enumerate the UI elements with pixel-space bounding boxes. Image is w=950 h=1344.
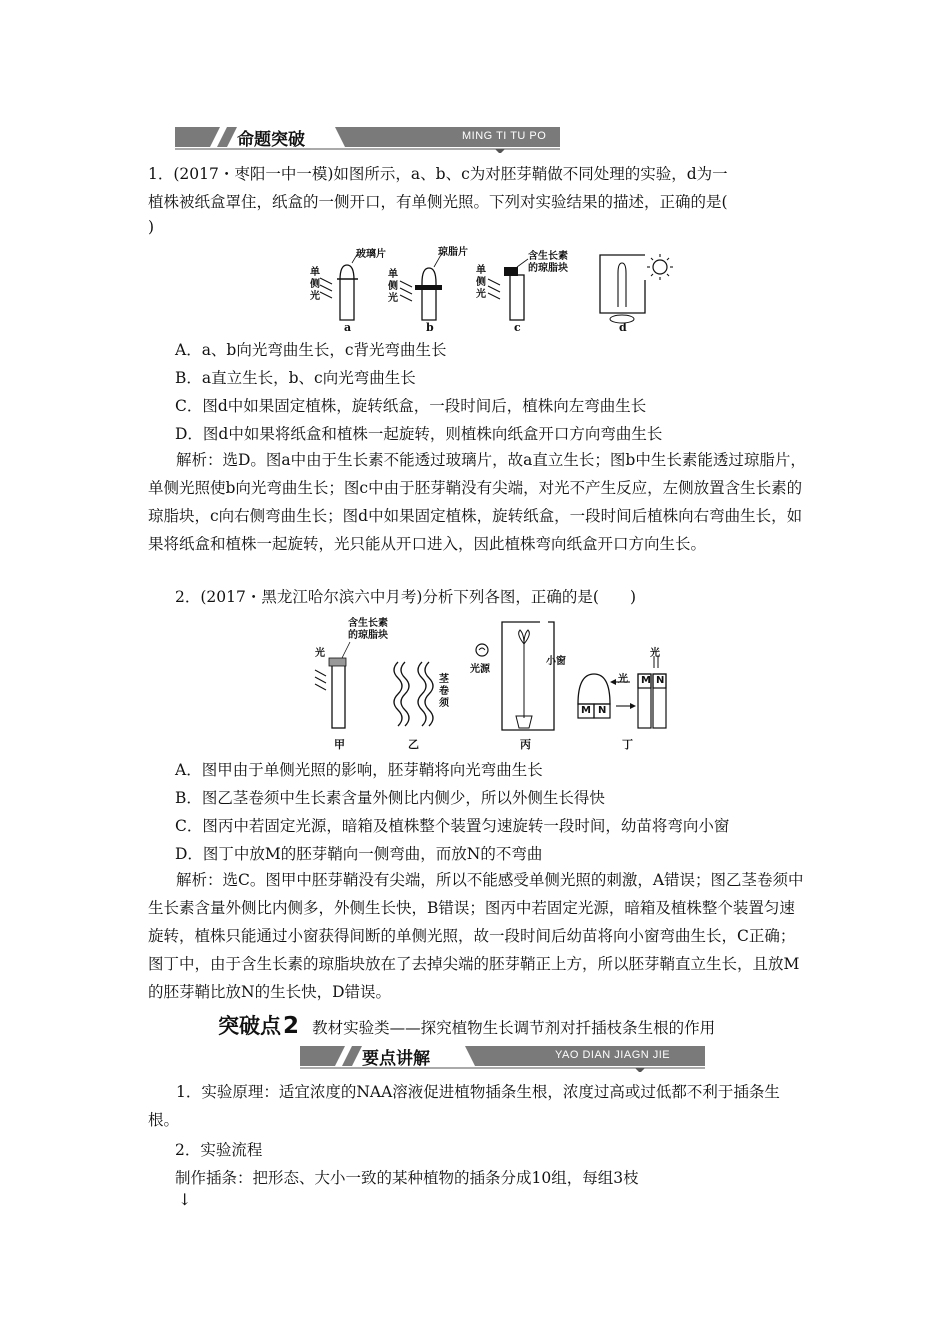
fig-b-light-label: 单侧光 [388, 269, 398, 304]
q2-analysis: 解析：选C。图甲中胚芽鞘没有尖端，所以不能感受单侧光照的刺激，A错误；图乙茎卷须中生长素含量外侧比内侧多，外侧生长快，B错误；图丙中若固定光源，暗箱及植株整个装置匀速旋转，植株只能通过小窗获得间断的单侧光照，故一段时间后幼苗将向小窗弯曲生长，C正确；图丁中，由于含生长素的琼脂块放在了去掉尖端的胚芽鞘正上方，所以胚芽鞘直立生长，且放M的胚芽鞘比放N的生长快，D错误。 [148, 871, 804, 1001]
fig-bing-caption: 丙 [520, 738, 531, 751]
fig-jia-auxin-label-2: 的琼脂块 [348, 630, 388, 641]
q2-option-c: C．图丙中若固定光源，暗箱及植株整个装置匀速旋转一段时间，幼苗将弯向小窗 [175, 817, 730, 835]
section-title: 教材实验类——探究植物生长调节剂对扦插枝条生根的作用 [312, 1019, 716, 1037]
fig-yi-tendril-label: 茎卷须 [439, 674, 449, 709]
fig-b-agar-label: 琼脂片 [438, 247, 468, 258]
section-label: 突破点 [218, 1014, 281, 1038]
fig-ding-m-left: M [581, 705, 591, 716]
fig-ding [578, 656, 666, 728]
fig-ding-light-label-2: 光 [650, 648, 660, 659]
fig-ding-caption: 丁 [622, 738, 633, 751]
q1-stem-line1: 1．(2017・枣阳一中一模)如图所示，a、b、c为对胚芽鞘做不同处理的实验，d为一 [148, 165, 728, 183]
fig-c-auxin-label-2: 的琼脂块 [528, 263, 568, 274]
banner-title: 要点讲解 [362, 1049, 430, 1069]
fig-ding-n-right: N [656, 675, 665, 686]
fig-b-coleoptile [400, 253, 442, 320]
q2-stem: 2．(2017・黑龙江哈尔滨六中月考)分析下列各图，正确的是( ) [175, 588, 636, 606]
section-banner-mingtitupo [175, 123, 560, 153]
q1-option-d: D．图d中如果将纸盒和植株一起旋转，则植株向纸盒开口方向弯曲生长 [175, 425, 663, 443]
fig-d-box [600, 254, 673, 323]
fig-b-caption: b [426, 321, 434, 334]
q2-figure [310, 612, 690, 754]
section-number: 2 [283, 1013, 300, 1039]
q1-option-c: C．图d中如果固定植株，旋转纸盒，一段时间后，植株向左弯曲生长 [175, 397, 647, 415]
fig-c-caption: c [514, 321, 521, 334]
q1-analysis: 解析：选D。图a中由于生长素不能透过玻璃片，故a直立生长；图b中生长素能透过琼脂片，单侧光照使b向光弯曲生长；图c中由于胚芽鞘没有尖端，对光不产生反应，左侧放置含生长素的琼脂块，c向右侧弯曲生长；图d中如果固定植株，旋转纸盒，一段时间后植株向右弯曲生长，如果将纸盒和植株一起旋转，光只能从开口进入，因此植株弯向纸盒开口方向生长。 [148, 451, 806, 553]
section-banner-yaodianjiangjie [300, 1042, 705, 1072]
fig-jia-caption: 甲 [334, 738, 345, 751]
q1-figure [300, 245, 700, 335]
fig-bing-window-label: 小窗 [546, 656, 566, 667]
q1-option-a: A．a、b向光弯曲生长，c背光弯曲生长 [175, 341, 447, 359]
fig-bing-box [476, 622, 554, 730]
fig-ding-m-right: M [641, 675, 651, 686]
fig-d-caption: d [619, 321, 627, 334]
section-heading [218, 1010, 798, 1040]
fig-a-glass-label: 玻璃片 [356, 249, 386, 260]
fig-c-coleoptile [488, 259, 528, 320]
fig-a-coleoptile [320, 253, 358, 320]
banner-english: MING TI TU PO [462, 130, 547, 142]
fig-a-caption: a [344, 321, 352, 334]
q2-option-b: B．图乙茎卷须中生长素含量外侧比内侧少，所以外侧生长得快 [175, 789, 605, 807]
fig-ding-light-label-1: 光 [618, 674, 628, 685]
point-2: 2．实验流程 [175, 1141, 263, 1159]
q2-option-a: A．图甲由于单侧光照的影响，胚芽鞘将向光弯曲生长 [175, 761, 543, 779]
fig-c-auxin-label-1: 含生长素 [528, 251, 568, 262]
fig-ding-n-left: N [598, 705, 607, 716]
q2-option-d: D．图丁中放M的胚芽鞘向一侧弯曲，而放N的不弯曲 [175, 845, 543, 863]
fig-c-light-label: 单侧光 [476, 265, 486, 300]
flow-arrow: ↓ [178, 1190, 192, 1209]
fig-bing-source-label: 光源 [470, 664, 490, 675]
banner-title: 命题突破 [237, 130, 305, 150]
point-1: 1．实验原理：适宜浓度的NAA溶液促进植物插条生根，浓度过高或过低都不利于插条生根。 [148, 1083, 780, 1129]
fig-jia-auxin-label-1: 含生长素 [348, 618, 388, 629]
fig-yi-caption: 乙 [408, 738, 419, 751]
q1-stem-line3: ) [148, 218, 155, 236]
q1-option-b: B．a直立生长，b、c向光弯曲生长 [175, 369, 416, 387]
banner-english: YAO DIAN JIAGN JIE [555, 1049, 671, 1061]
q1-stem-line2: 植株被纸盒罩住，纸盒的一侧开口，有单侧光照。下列对实验结果的描述，正确的是( [148, 193, 728, 211]
fig-a-light-label: 单侧光 [310, 267, 320, 302]
fig-jia-light-label: 光 [315, 648, 325, 659]
fig-yi-tendrils [394, 662, 433, 726]
point-3: 制作插条：把形态、大小一致的某种植物的插条分成10组，每组3枝 [175, 1169, 639, 1187]
